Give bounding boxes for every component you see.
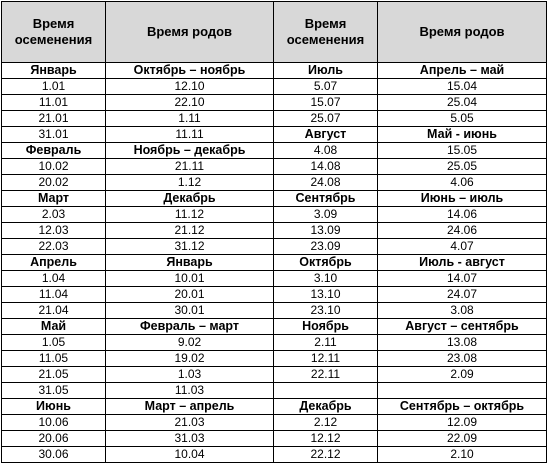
- month-cell: Сентябрь – октябрь: [378, 399, 547, 415]
- birth-date-1-cell: 1.12: [106, 175, 274, 191]
- table-row: [2, 111, 547, 127]
- insemination-date-2-cell: 12.12: [274, 431, 378, 447]
- month-cell: Сентябрь: [274, 191, 378, 207]
- birth-date-1-cell: 31.12: [106, 239, 274, 255]
- birth-date-2-cell: 15.04: [378, 79, 547, 95]
- insemination-date-1-cell: 11.05: [2, 351, 106, 367]
- insemination-date-1-cell: 20.06: [2, 431, 106, 447]
- birth-date-1-cell: 10.04: [106, 447, 274, 463]
- birth-date-2-cell: 2.09: [378, 367, 547, 383]
- insemination-date-1-cell: 30.06: [2, 447, 106, 463]
- insemination-date-2-cell: 25.07: [274, 111, 378, 127]
- table-row: [2, 143, 547, 159]
- table-row: [2, 79, 547, 95]
- month-cell: Апрель – май: [378, 63, 547, 79]
- insemination-date-1-cell: 31.01: [2, 127, 106, 143]
- birth-date-1-cell: 20.01: [106, 287, 274, 303]
- insemination-date-1-cell: 22.03: [2, 239, 106, 255]
- insemination-date-2-cell: 5.07: [274, 79, 378, 95]
- table-row: [2, 239, 547, 255]
- table-row: [2, 319, 547, 335]
- insemination-date-2-cell: 15.07: [274, 95, 378, 111]
- insemination-date-1-cell: 10.06: [2, 415, 106, 431]
- insemination-date-2-cell: 23.09: [274, 239, 378, 255]
- insemination-date-1-cell: 12.03: [2, 223, 106, 239]
- birth-date-2-cell: 13.08: [378, 335, 547, 351]
- table-row: [2, 335, 547, 351]
- insemination-date-2-cell: 3.09: [274, 207, 378, 223]
- table-row: [2, 159, 547, 175]
- birth-date-1-cell: 22.10: [106, 95, 274, 111]
- insemination-date-2-cell: 4.08: [274, 143, 378, 159]
- insemination-date-2-cell: 23.10: [274, 303, 378, 319]
- insemination-date-1-cell: 2.03: [2, 207, 106, 223]
- birth-date-1-cell: 9.02: [106, 335, 274, 351]
- month-cell: Июнь – июль: [378, 191, 547, 207]
- month-cell: Ноябрь – декабрь: [106, 143, 274, 159]
- insemination-date-2-cell: 14.08: [274, 159, 378, 175]
- insemination-date-1-cell: 1.04: [2, 271, 106, 287]
- table-row: [2, 95, 547, 111]
- birth-date-1-cell: 1.11: [106, 111, 274, 127]
- birth-date-2-cell: 24.07: [378, 287, 547, 303]
- table-row: [2, 207, 547, 223]
- insemination-date-1-cell: 11.04: [2, 287, 106, 303]
- insemination-date-1-cell: 31.05: [2, 383, 106, 399]
- birth-date-2-cell: 25.05: [378, 159, 547, 175]
- insemination-date-2-cell: 2.11: [274, 335, 378, 351]
- month-cell: Май: [2, 319, 106, 335]
- table-row: [2, 175, 547, 191]
- month-cell: Январь: [2, 63, 106, 79]
- table-row: [2, 367, 547, 383]
- insemination-date-2-cell: 2.12: [274, 415, 378, 431]
- header-birth-time-2: Время родов: [378, 2, 547, 63]
- birth-date-2-cell: 2.10: [378, 447, 547, 463]
- birth-date-2-cell: 4.07: [378, 239, 547, 255]
- month-cell: Август: [274, 127, 378, 143]
- table-row: [2, 287, 547, 303]
- birth-date-2-cell: 5.05: [378, 111, 547, 127]
- birth-date-2-cell: 4.06: [378, 175, 547, 191]
- birth-date-1-cell: 21.12: [106, 223, 274, 239]
- empty-cell: [378, 383, 547, 399]
- birth-date-1-cell: 31.03: [106, 431, 274, 447]
- insemination-date-1-cell: 10.02: [2, 159, 106, 175]
- month-cell: Февраль: [2, 143, 106, 159]
- insemination-date-1-cell: 1.01: [2, 79, 106, 95]
- birth-date-2-cell: 12.09: [378, 415, 547, 431]
- insemination-date-1-cell: 20.02: [2, 175, 106, 191]
- table-row: [2, 415, 547, 431]
- birth-date-1-cell: 21.11: [106, 159, 274, 175]
- gestation-calendar-table: [1, 1, 547, 463]
- birth-date-1-cell: 10.01: [106, 271, 274, 287]
- insemination-date-1-cell: 21.05: [2, 367, 106, 383]
- table-body: [2, 63, 547, 463]
- table-row: [2, 223, 547, 239]
- table-row: [2, 127, 547, 143]
- table-row: [2, 447, 547, 463]
- table-row: [2, 63, 547, 79]
- table-header: [2, 2, 547, 63]
- header-insemination-time-1: Время осеменения: [2, 2, 106, 63]
- month-cell: Ноябрь: [274, 319, 378, 335]
- table-row: [2, 191, 547, 207]
- month-cell: Июнь: [2, 399, 106, 415]
- header-insemination-time-2: Время осеменения: [274, 2, 378, 63]
- birth-date-2-cell: 14.07: [378, 271, 547, 287]
- table-row: [2, 303, 547, 319]
- table-row: [2, 383, 547, 399]
- birth-date-1-cell: 30.01: [106, 303, 274, 319]
- birth-date-2-cell: 14.06: [378, 207, 547, 223]
- month-cell: Февраль – март: [106, 319, 274, 335]
- insemination-date-2-cell: 24.08: [274, 175, 378, 191]
- month-cell: Март – апрель: [106, 399, 274, 415]
- month-cell: Январь: [106, 255, 274, 271]
- birth-date-1-cell: 12.10: [106, 79, 274, 95]
- birth-date-1-cell: 11.12: [106, 207, 274, 223]
- month-cell: Июль - август: [378, 255, 547, 271]
- insemination-date-2-cell: 13.10: [274, 287, 378, 303]
- empty-cell: [274, 383, 378, 399]
- insemination-date-1-cell: 21.01: [2, 111, 106, 127]
- insemination-date-2-cell: 22.11: [274, 367, 378, 383]
- table-row: [2, 431, 547, 447]
- insemination-date-2-cell: 12.11: [274, 351, 378, 367]
- birth-date-2-cell: 15.05: [378, 143, 547, 159]
- insemination-date-2-cell: 3.10: [274, 271, 378, 287]
- insemination-date-1-cell: 21.04: [2, 303, 106, 319]
- birth-date-2-cell: 25.04: [378, 95, 547, 111]
- month-cell: Июль: [274, 63, 378, 79]
- month-cell: Март: [2, 191, 106, 207]
- birth-date-2-cell: 23.08: [378, 351, 547, 367]
- birth-date-1-cell: 21.03: [106, 415, 274, 431]
- insemination-date-2-cell: 22.12: [274, 447, 378, 463]
- table-row: [2, 351, 547, 367]
- table-row: [2, 271, 547, 287]
- birth-date-1-cell: 11.11: [106, 127, 274, 143]
- birth-date-2-cell: 3.08: [378, 303, 547, 319]
- birth-date-2-cell: 22.09: [378, 431, 547, 447]
- table-row: [2, 399, 547, 415]
- month-cell: Май - июнь: [378, 127, 547, 143]
- birth-date-1-cell: 19.02: [106, 351, 274, 367]
- header-birth-time-1: Время родов: [106, 2, 274, 63]
- table-row: [2, 255, 547, 271]
- month-cell: Октябрь: [274, 255, 378, 271]
- month-cell: Апрель: [2, 255, 106, 271]
- birth-date-1-cell: 1.03: [106, 367, 274, 383]
- insemination-date-1-cell: 1.05: [2, 335, 106, 351]
- birth-date-2-cell: 24.06: [378, 223, 547, 239]
- month-cell: Август – сентябрь: [378, 319, 547, 335]
- month-cell: Декабрь: [274, 399, 378, 415]
- insemination-date-1-cell: 11.01: [2, 95, 106, 111]
- insemination-date-2-cell: 13.09: [274, 223, 378, 239]
- header-row: [2, 2, 547, 63]
- month-cell: Октябрь – ноябрь: [106, 63, 274, 79]
- month-cell: Декабрь: [106, 191, 274, 207]
- birth-date-1-cell: 11.03: [106, 383, 274, 399]
